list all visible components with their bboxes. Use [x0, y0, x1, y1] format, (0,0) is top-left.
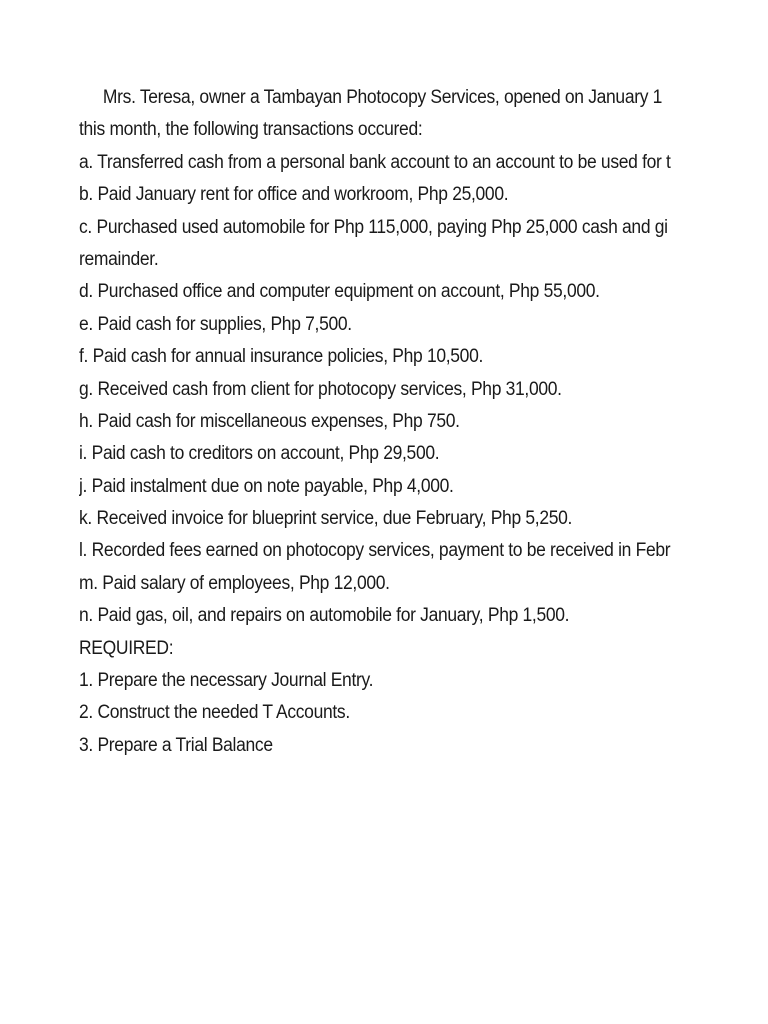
requirement-item: 1. Prepare the necessary Journal Entry.	[79, 670, 374, 692]
problem-text	[79, 82, 768, 762]
transaction-item: m. Paid salary of employees, Php 12,000.	[79, 572, 390, 594]
transaction-item: d. Purchased office and computer equipment on account, Php 55,000.	[79, 281, 600, 303]
intro-line: Mrs. Teresa, owner a Tambayan Photocopy Services, opened on January 1	[102, 87, 663, 108]
transaction-item: k. Received invoice for blueprint service, due February, Php 5,250.	[79, 508, 573, 530]
transaction-item: n. Paid gas, oil, and repairs on automobile for January, Php 1,500.	[79, 605, 570, 627]
transaction-item: l. Recorded fees earned on photocopy services, payment to be received in Febr	[79, 540, 671, 562]
transaction-item: j. Paid instalment due on note payable, Php 4,000.	[79, 475, 454, 497]
transaction-item: g. Received cash from client for photocopy services, Php 31,000.	[79, 378, 562, 400]
transaction-item: h. Paid cash for miscellaneous expenses, Php 750.	[79, 410, 460, 432]
transaction-item: i. Paid cash to creditors on account, Php 29,500.	[79, 443, 440, 465]
transaction-item: f. Paid cash for annual insurance policies, Php 10,500.	[79, 346, 484, 368]
intro-line: this month, the following transactions occured:	[79, 119, 423, 141]
transaction-item: b. Paid January rent for office and workroom, Php 25,000.	[79, 184, 509, 206]
required-heading: REQUIRED:	[79, 637, 174, 659]
transaction-item: c. Purchased used automobile for Php 115,000, paying Php 25,000 cash and gi	[79, 216, 668, 238]
requirement-item: 2. Construct the needed T Accounts.	[79, 702, 350, 724]
transaction-item: a. Transferred cash from a personal bank account to an account to be used for t	[79, 151, 671, 173]
transaction-item: e. Paid cash for supplies, Php 7,500.	[79, 313, 352, 335]
transaction-item-continuation: remainder.	[79, 248, 159, 270]
requirement-item: 3. Prepare a Trial Balance	[79, 734, 273, 756]
